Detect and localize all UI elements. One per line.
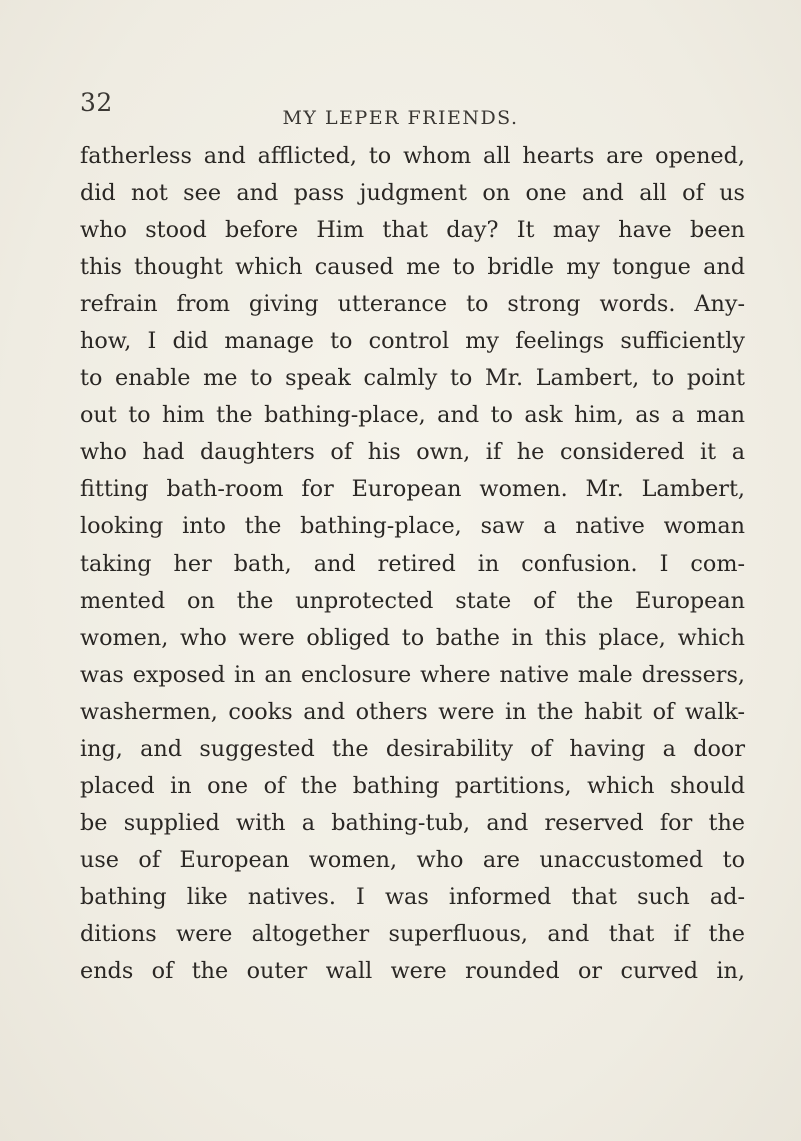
text-line: who had daughters of his own, if he considered it a [80,439,745,466]
text-line: refrain from giving utterance to strong words. Any- [80,291,745,318]
text-line: to enable me to speak calmly to Mr. Lambert, to point [80,365,745,392]
text-line: who stood before Him that day? It may have been [80,217,745,244]
text-line: taking her bath, and retired in confusion. I com- [80,550,745,577]
text-line: this thought which caused me to bridle my tongue and [80,254,745,281]
page-number: 32 [80,88,113,117]
text-line: bathing like natives. I was informed that such ad- [80,883,745,910]
text-line: use of European women, who are unaccustomed to [80,846,745,873]
text-line: placed in one of the bathing partitions, which should [80,772,745,799]
text-line: fatherless and afflicted, to whom all hearts are opened, [80,143,745,169]
text-line: be supplied with a bathing-tub, and reserved for the [80,809,745,836]
text-line: looking into the bathing-place, saw a native woman [80,513,745,540]
text-line: women, who were obliged to bathe in this place, which [80,624,745,651]
body-text [80,138,745,990]
text-line: out to him the bathing-place, and to ask him, as a man [80,402,745,429]
text-line: ing, and suggested the desirability of having a door [80,735,745,762]
running-title: MY LEPER FRIENDS. [282,107,519,129]
text-line: how, I did manage to control my feelings sufficiently [80,328,745,355]
text-line: mented on the unprotected state of the European [80,587,745,614]
text-line: ditions were altogether superfluous, and that if the [80,920,745,947]
text-line: fitting bath-room for European women. Mr. Lambert, [80,476,745,503]
text-line: washermen, cooks and others were in the habit of walk- [80,698,745,725]
text-line: ends of the outer wall were rounded or curved in, [80,958,745,985]
text-line: was exposed in an enclosure where native male dressers, [80,661,745,688]
text-line: did not see and pass judgment on one and all of us [80,180,745,207]
